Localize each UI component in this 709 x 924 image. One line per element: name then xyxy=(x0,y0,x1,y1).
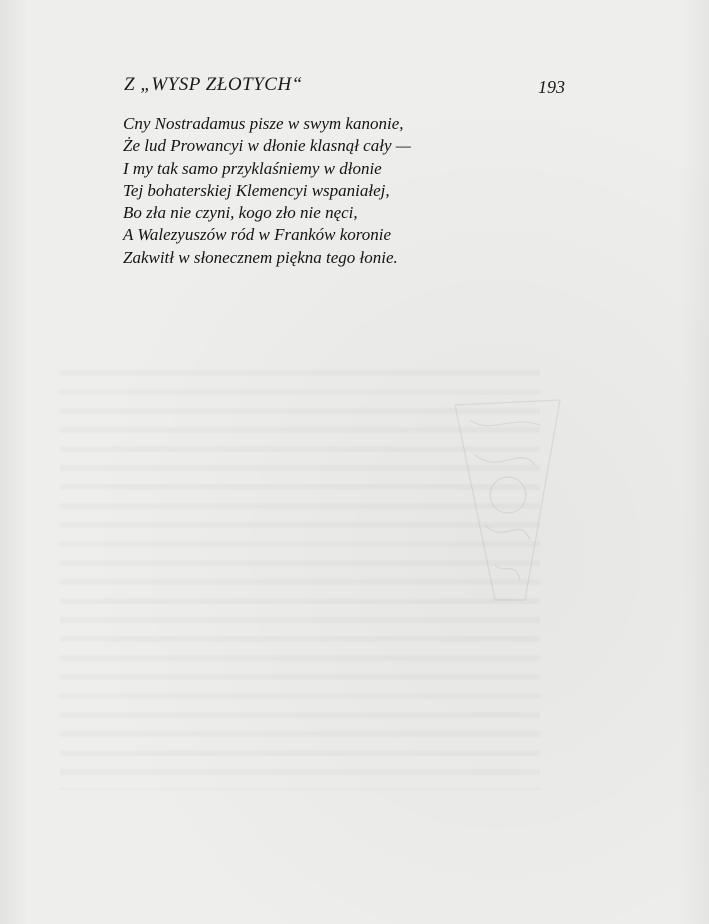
page-number: 193 xyxy=(538,77,565,97)
poem-line: Bo zła nie czyni, kogo zło nie nęci, xyxy=(123,203,358,223)
poem-line: Tej bohaterskiej Klemencyi wspaniałej, xyxy=(123,180,390,200)
poem-line: Że lud Prowancyi w dłonie klasnął cały — xyxy=(123,136,411,156)
poem-line: A Walezyuszów ród w Franków koronie xyxy=(123,225,392,245)
poem-line: Zakwitł w słonecznem piękna tego łonie. xyxy=(123,247,398,267)
poem-line: Cny Nostradamus pisze w swym kanonie, xyxy=(123,114,404,133)
poem-stanza xyxy=(123,113,411,269)
reverse-side-show-through xyxy=(60,370,540,790)
running-head-title: Z „WYSP ZŁOTYCH“ xyxy=(124,74,303,95)
poem-line: I my tak samo przyklaśniemy w dłonie xyxy=(123,158,382,178)
reverse-side-ornament-show-through xyxy=(450,395,565,605)
